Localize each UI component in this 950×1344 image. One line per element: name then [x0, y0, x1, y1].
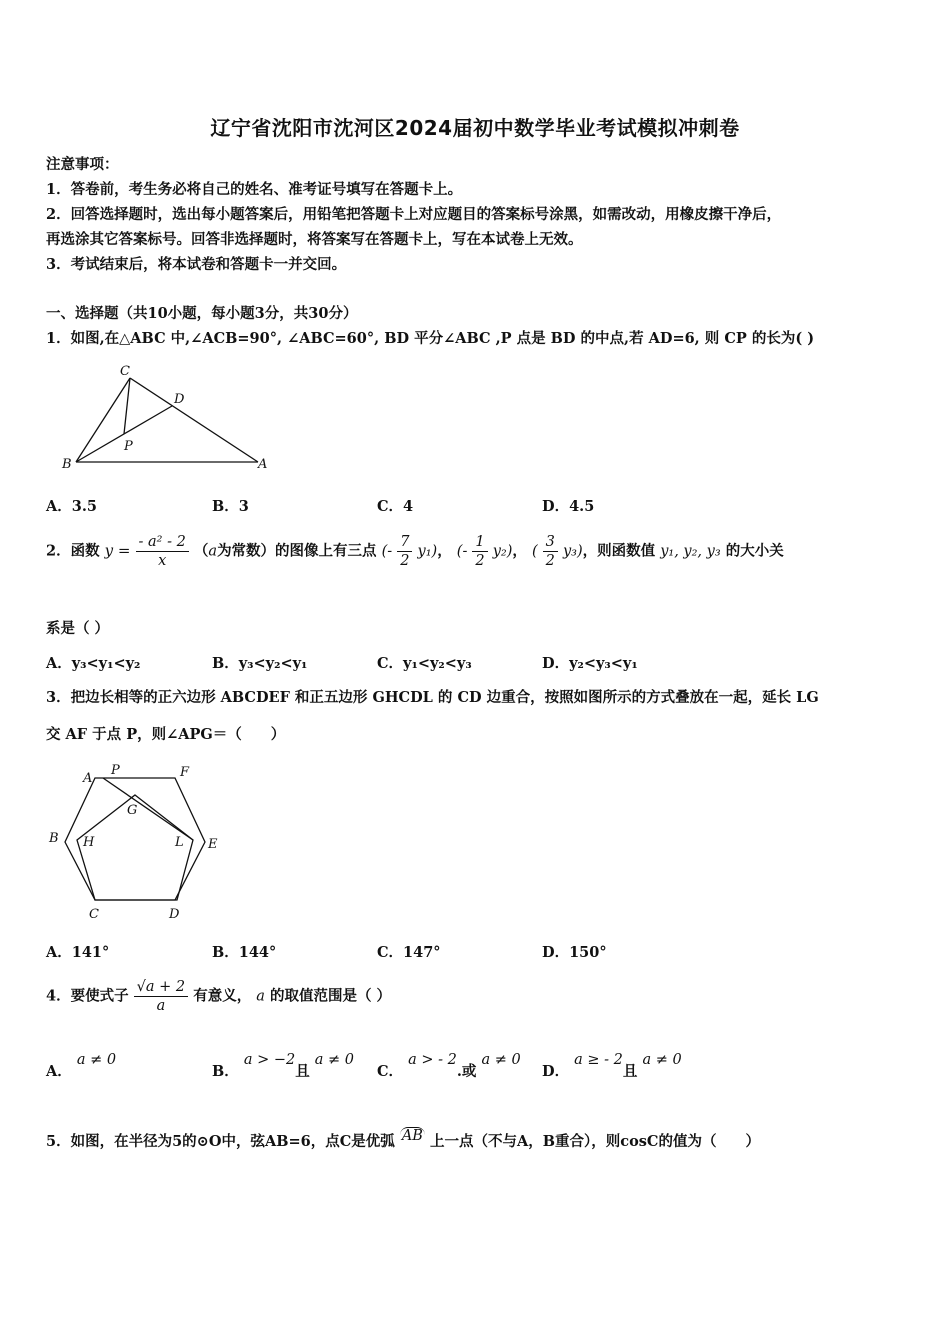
question-1-text: 1．如图,在△ABC 中,∠ACB=90°, ∠ABC=60°, BD 平分∠ABC ,P 点是 BD 的中点,若 AD=6, 则 CP 的长为( ) — [46, 330, 815, 347]
q2-p2-den: 2 — [475, 553, 485, 569]
hex-label-h: H — [83, 835, 95, 850]
q4-option-b-and: 且 — [295, 1063, 310, 1080]
q4-option-b — [212, 1052, 355, 1081]
q4-den: a — [156, 998, 166, 1014]
q4-num: √a + 2 — [134, 978, 188, 997]
q4-option-d-expr-2: a ≠ 0 — [642, 1052, 682, 1068]
label-d: D — [174, 392, 185, 407]
q2-vals: y₁, y₂, y₃ — [660, 543, 721, 560]
q2-option-d: D．y₂<y₃<y₁ — [542, 655, 638, 672]
q4-prefix: 4．要使式子 — [46, 987, 129, 1005]
q2-p2-sign: (- — [456, 543, 468, 560]
q4-option-c-label: C． — [377, 1063, 404, 1080]
q3-option-c: C．147° — [377, 944, 441, 961]
q2-p3-fraction — [543, 533, 558, 570]
q5-prefix: 5．如图，在半径为5的⊙O中，弦AB=6，点C是优弧 — [46, 1133, 395, 1150]
label-b: B — [62, 457, 72, 472]
question-4-text — [46, 978, 391, 1015]
q3-option-a: A．141° — [46, 944, 110, 961]
q4-fraction — [134, 978, 188, 1015]
q2-comma-2: ， — [512, 542, 527, 560]
q4-var: a — [256, 988, 265, 1005]
q2-option-c: C．y₁<y₂<y₃ — [377, 655, 472, 672]
question-2-cont: 系是（ ） — [46, 620, 110, 637]
q2-cond-text: 为常数）的图像上有三点 — [217, 542, 377, 560]
notice-item-2: 2．回答选择题时，选出每小题答案后，用铅笔把答题卡上对应题目的答案标号涂黑，如需改动，用橡皮擦干净后， — [46, 206, 782, 223]
label-p: P — [124, 439, 133, 454]
question-3-line-2: 交 AF 于点 P，则∠APG＝（ ） — [46, 726, 286, 743]
q4-tail: 的取值范围是（ ） — [269, 987, 392, 1005]
hex-label-c: C — [89, 907, 99, 922]
q2-func-lhs: y = — [104, 541, 131, 560]
hex-label-l: L — [175, 835, 184, 850]
q2-func-num: - a² - 2 — [136, 533, 189, 552]
question-5-text — [46, 1130, 760, 1151]
q1-option-d: D．4.5 — [542, 498, 595, 515]
hex-label-g: G — [127, 803, 138, 818]
q4-option-a — [46, 1052, 117, 1081]
hex-label-f: F — [180, 765, 190, 780]
label-c: C — [120, 364, 130, 379]
q2-prefix: 2．函数 — [46, 542, 100, 560]
q5-tail: 上一点（不与A，B重合），则cosC的值为（ ） — [430, 1133, 760, 1150]
q2-p1-den: 2 — [400, 553, 410, 569]
q2-p3-num: 3 — [543, 533, 558, 552]
q2-func-den: x — [158, 553, 167, 569]
q2-p2-fraction — [472, 533, 487, 570]
q2-p3-den: 2 — [545, 553, 555, 569]
q2-p3-sign: ( — [531, 543, 538, 560]
q4-option-d-expr-1: a ≥ - 2 — [574, 1052, 623, 1068]
q4-mid: 有意义， — [193, 987, 252, 1005]
hex-label-e: E — [208, 837, 218, 852]
q3-option-d: D．150° — [542, 944, 607, 961]
q2-p1-y: y₁) — [417, 543, 438, 560]
q2-tail: 的大小关 — [725, 542, 784, 560]
q4-option-a-expr: a ≠ 0 — [76, 1052, 117, 1068]
notice-item-3: 3．考试结束后，将本试卷和答题卡一并交回。 — [46, 256, 347, 273]
q4-option-d — [542, 1052, 682, 1081]
q2-p1-sign: (- — [381, 543, 393, 560]
section-heading: 一、选择题（共10小题，每小题3分，共30分） — [46, 305, 358, 322]
q2-comma-1: ， — [437, 542, 452, 560]
q3-option-b: B．144° — [212, 944, 277, 961]
q2-cond-var: a — [208, 543, 218, 560]
q2-option-a: A．y₃<y₁<y₂ — [46, 655, 141, 672]
q2-option-b: B．y₃<y₂<y₁ — [212, 655, 308, 672]
q2-p2-num: 1 — [472, 533, 487, 552]
q4-option-d-and: 且 — [622, 1063, 638, 1080]
page-title: 辽宁省沈阳市沈河区2024届初中数学毕业考试模拟冲刺卷 — [210, 116, 740, 140]
notice-item-2-cont: 再选涂其它答案标号。回答非选择题时，将答案写在答题卡上，写在本试卷上无效。 — [46, 231, 583, 248]
notice-heading: 注意事项： — [46, 156, 119, 173]
q4-option-c-expr-1: a > - 2 — [408, 1052, 457, 1068]
q1-option-b: B．3 — [212, 498, 249, 515]
question-3-line-1: 3．把边长相等的正六边形 ABCDEF 和正五边形 GHCDL 的 CD 边重合，按照如图所示的方式叠放在一起，延长 LG — [46, 689, 819, 706]
q5-arc-ab: AB — [401, 1128, 423, 1144]
hex-label-b: B — [49, 831, 59, 846]
q4-option-a-label: A． — [46, 1063, 72, 1080]
q4-option-b-expr-1: a > −2 — [243, 1052, 296, 1068]
q4-option-c — [377, 1052, 521, 1081]
q4-option-c-or: .或 — [456, 1063, 477, 1080]
q4-option-d-label: D． — [542, 1063, 570, 1080]
q4-option-b-expr-2: a ≠ 0 — [314, 1052, 355, 1068]
q2-mid: ，则函数值 — [582, 542, 656, 560]
q2-p1-num: 7 — [397, 533, 412, 552]
q1-option-a: A．3.5 — [46, 498, 97, 515]
label-a: A — [258, 457, 268, 472]
q2-func-fraction — [136, 533, 189, 570]
q2-cond-open: （ — [193, 542, 209, 560]
hex-label-a: A — [83, 771, 93, 786]
notice-item-1: 1．答卷前，考生务必将自己的姓名、准考证号填写在答题卡上。 — [46, 181, 463, 198]
q2-p2-y: y₂) — [492, 543, 513, 560]
hex-label-d: D — [169, 907, 180, 922]
question-2-text — [46, 533, 784, 570]
hexagon-pentagon-figure — [45, 760, 235, 925]
q4-option-b-label: B． — [212, 1063, 239, 1080]
q2-p1-fraction — [397, 533, 412, 570]
q2-p3-y: y₃) — [562, 543, 583, 560]
hex-label-p: P — [111, 763, 120, 778]
triangle-figure — [60, 358, 275, 473]
q4-option-c-expr-2: a ≠ 0 — [481, 1052, 521, 1068]
q1-option-c: C．4 — [377, 498, 414, 515]
